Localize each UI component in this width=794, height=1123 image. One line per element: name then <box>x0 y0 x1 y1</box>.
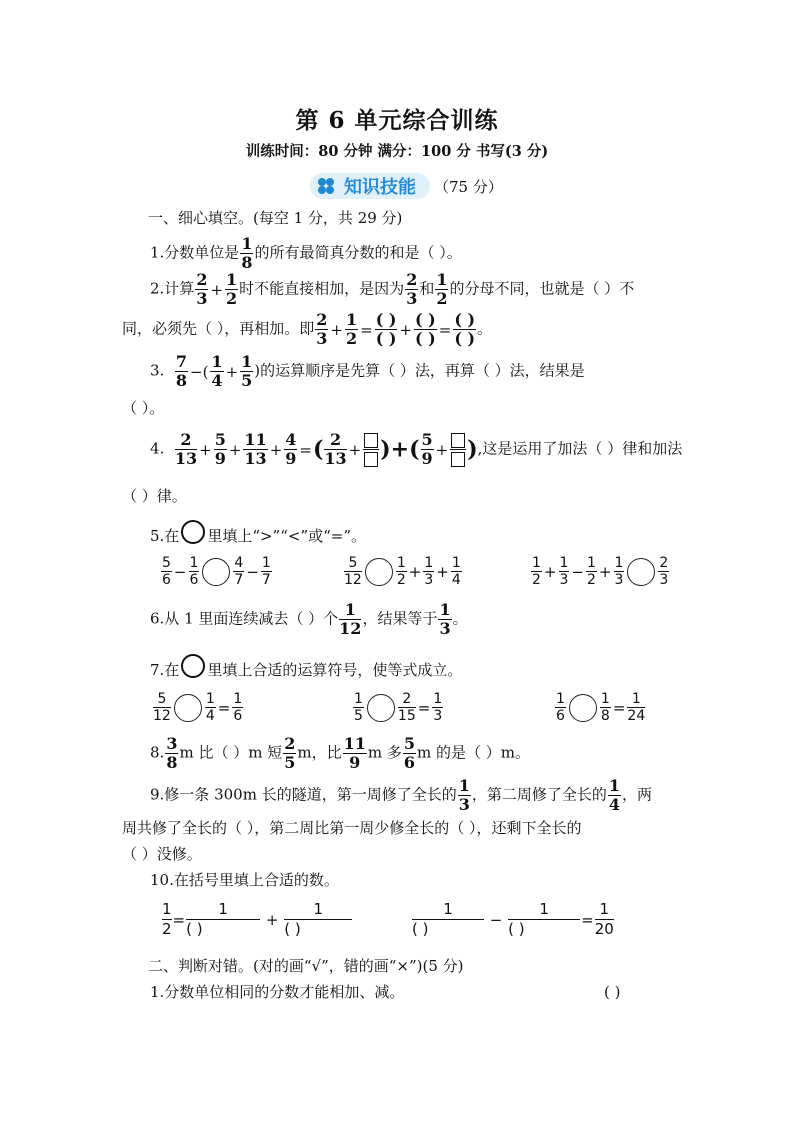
section2-heading: 二、判断对错。(对的画“√”，错的画“×”)(5 分) <box>148 957 464 975</box>
banner-label: 知识技能 <box>344 177 416 198</box>
question-8: 8. $\frac{3}{8}$ m 比（ ）m 短 $\frac{2}{5}$ m，比 $\frac{11}{9}$ m 多 $\frac{5}{6}$ m 的是（ ）m。 <box>150 734 530 772</box>
question-9: 9.修一条 300m 长的隧道，第一周修了全长的 $\frac{1}{3}$ ，第二周修了全长的 $\frac{1}{4}$ ，两 <box>150 776 653 814</box>
clover-icon <box>318 177 338 195</box>
circle-icon <box>181 520 205 544</box>
banner-score: （75 分） <box>434 177 503 196</box>
question-7: 7.在 里填上合适的运算符号，使等式成立。 <box>150 654 462 680</box>
question-9-line3: （ ）没修。 <box>122 845 202 863</box>
circle-icon <box>181 654 205 678</box>
operator-circle[interactable] <box>367 694 395 722</box>
section-banner <box>310 172 503 200</box>
section1-heading: 一、细心填空。(每空 1 分，共 29 分) <box>148 209 403 227</box>
q5-item-1: $\frac{5}{6}$ − $\frac{1}{6}$ $\frac{4}{7}$ − $\frac{1}{7}$ <box>162 555 271 588</box>
fraction: $\frac{1}{8}$ <box>241 234 253 272</box>
answer-fraction[interactable]: 1 ( ) <box>508 902 580 937</box>
answer-box-fraction[interactable] <box>450 432 466 467</box>
question-1: 1.分数单位是 $\frac{1}{8}$ 的所有最简真分数的和是（ ）。 <box>150 234 462 272</box>
answer-fraction[interactable]: $\frac{( )}{( )}$ <box>375 310 397 348</box>
question-4: 4. $\frac{2}{13}$ + $\frac{5}{9}$ + $\frac{11}{13}$ + $\frac{4}{9}$ =( $\frac{2}{13}$ + )+( $\frac{5}{9}$ + ),这是运用了加法（ ）律和加法 <box>150 430 683 468</box>
compare-circle[interactable] <box>365 558 393 586</box>
page-title: 第 6 单元综合训练 <box>295 107 499 134</box>
question-3: 3. $\frac{7}{8}$ −( $\frac{1}{4}$ + $\frac{1}{5}$ )的运算顺序是先算（ ）法，再算（ ）法，结果是 <box>150 352 585 390</box>
q7-item-2: $\frac{1}{5}$ $\frac{2}{15}$ = $\frac{1}{3}$ <box>354 691 443 724</box>
banner-pill <box>310 173 430 199</box>
question-4-line2: （ ）律。 <box>122 487 187 505</box>
q7-item-3: $\frac{1}{6}$ $\frac{1}{8}$ = $\frac{1}{24}$ <box>556 691 646 724</box>
q5-item-2: $\frac{5}{12}$ $\frac{1}{2}$ + $\frac{1}{3}$ + $\frac{1}{4}$ <box>344 555 461 588</box>
question-6: 6.从 1 里面连续减去（ ）个 $\frac{1}{12}$ ，结果等于 $\frac{1}{3}$ 。 <box>150 600 468 638</box>
question-3-line2: （ ）。 <box>122 399 165 417</box>
compare-circle[interactable] <box>202 558 230 586</box>
q5-item-3: $\frac{1}{2}$ + $\frac{1}{3}$ − $\frac{1}{2}$ + $\frac{1}{3}$ $\frac{2}{3}$ <box>532 555 669 588</box>
exam-info: 训练时间：80 分钟 满分：100 分 书写(3 分) <box>245 143 549 160</box>
question-5: 5.在 里填上“>”“<”或“=”。 <box>150 520 366 546</box>
q10-right: 1 ( ) − 1 ( ) = $\frac{1}{20}$ <box>412 900 614 938</box>
question-10: 10.在括号里填上合适的数。 <box>150 871 339 889</box>
question-2-line2: 同，必须先（ ），再相加。即 $\frac{2}{3}$ + $\frac{1}{2}$ = $\frac{( )}{( )}$ + $\frac{( )}{( )}$ = $\frac{( )}{( )}$ 。 <box>122 310 493 348</box>
answer-fraction[interactable]: 1 ( ) <box>412 902 484 937</box>
judge-answer-blank[interactable]: ( ) <box>604 983 621 1001</box>
answer-fraction[interactable]: $\frac{( )}{( )}$ <box>415 310 436 348</box>
q10-left: $\frac{1}{2}$ = 1 ( ) + 1 ( ) <box>162 902 352 937</box>
judge-question-1: 1.分数单位相同的分数才能相加、减。 <box>150 983 405 1001</box>
q7-item-1: $\frac{5}{12}$ $\frac{1}{4}$ = $\frac{1}{6}$ <box>153 691 243 724</box>
answer-fraction[interactable]: $\frac{( )}{( )}$ <box>454 310 476 348</box>
answer-box-fraction[interactable] <box>363 432 379 467</box>
operator-circle[interactable] <box>569 694 597 722</box>
operator-circle[interactable] <box>174 694 202 722</box>
question-9-line2: 周共修了全长的（ ），第二周比第一周少修全长的（ ），还剩下全长的 <box>122 819 582 837</box>
answer-fraction[interactable]: 1 ( ) <box>284 902 352 937</box>
compare-circle[interactable] <box>627 558 655 586</box>
question-2: 2.计算 $\frac{2}{3}$ + $\frac{1}{2}$ 时不能直接相加，是因为 $\frac{2}{3}$ 和 $\frac{1}{2}$ 的分母不同，也就是（ ）不 <box>150 270 635 308</box>
answer-fraction[interactable]: 1 ( ) <box>186 902 260 937</box>
